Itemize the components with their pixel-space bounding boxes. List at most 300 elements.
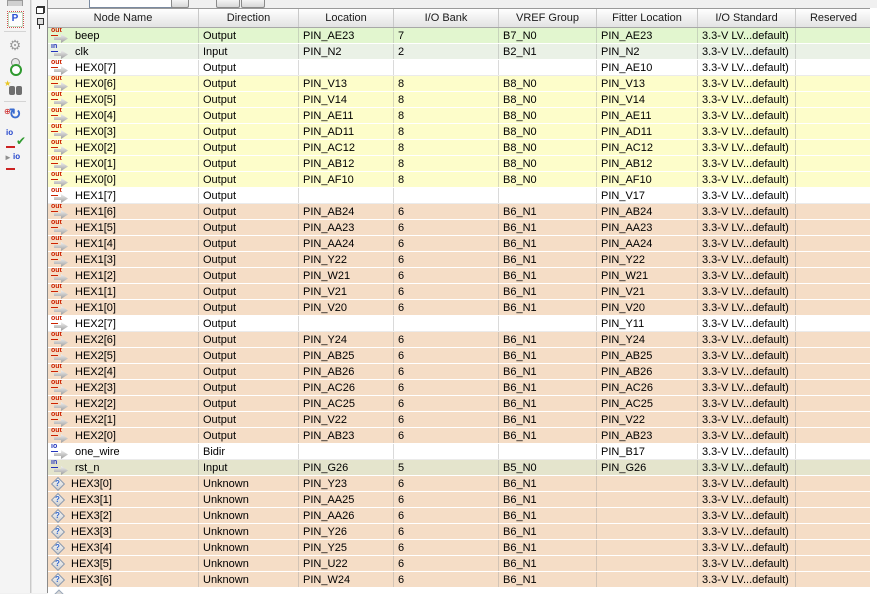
cell-node-name[interactable] bbox=[48, 124, 199, 139]
cell-fitter-location[interactable] bbox=[597, 508, 698, 523]
cell-io-standard[interactable]: 3.3-V LV...default) bbox=[698, 540, 796, 555]
cell-location[interactable]: PIN_AA23 bbox=[299, 220, 394, 235]
io-assign-icon[interactable] bbox=[4, 150, 26, 168]
cell-io-bank[interactable]: 8 bbox=[394, 172, 499, 187]
cell-reserved[interactable] bbox=[796, 460, 871, 475]
table-row[interactable] bbox=[48, 204, 877, 220]
io-check-icon[interactable] bbox=[4, 128, 26, 146]
cell-vref-group[interactable]: B6_N1 bbox=[499, 540, 597, 555]
table-row[interactable] bbox=[48, 476, 877, 492]
cell-vref-group[interactable]: B6_N1 bbox=[499, 412, 597, 427]
cell-reserved[interactable] bbox=[796, 140, 871, 155]
cell-node-name[interactable] bbox=[48, 556, 199, 571]
cell-vref-group[interactable]: B6_N1 bbox=[499, 220, 597, 235]
cell-reserved[interactable] bbox=[796, 108, 871, 123]
cell-location[interactable]: PIN_AE11 bbox=[299, 108, 394, 123]
cell-vref-group[interactable] bbox=[499, 444, 597, 459]
cell-node-name[interactable] bbox=[48, 268, 199, 283]
cell-io-standard[interactable]: 3.3-V LV...default) bbox=[698, 172, 796, 187]
cell-location[interactable]: PIN_V13 bbox=[299, 76, 394, 91]
cell-io-standard[interactable]: 3.3-V LV...default) bbox=[698, 444, 796, 459]
table-row[interactable] bbox=[48, 348, 877, 364]
cell-location[interactable]: PIN_W24 bbox=[299, 572, 394, 587]
cell-fitter-location[interactable]: PIN_G26 bbox=[597, 460, 698, 475]
cell-location[interactable]: PIN_N2 bbox=[299, 44, 394, 59]
cell-fitter-location[interactable]: PIN_N2 bbox=[597, 44, 698, 59]
cell-vref-group[interactable]: B8_N0 bbox=[499, 156, 597, 171]
cell-node-name[interactable] bbox=[48, 540, 199, 555]
cell-location[interactable]: PIN_AC26 bbox=[299, 380, 394, 395]
cell-node-name[interactable] bbox=[48, 188, 199, 203]
cell-node-name[interactable] bbox=[48, 108, 199, 123]
find-icon[interactable] bbox=[4, 80, 26, 98]
cell-io-bank[interactable]: 6 bbox=[394, 556, 499, 571]
cell-io-bank[interactable]: 6 bbox=[394, 492, 499, 507]
cell-node-name[interactable] bbox=[48, 444, 199, 459]
cell-direction[interactable]: Bidir bbox=[199, 444, 299, 459]
cell-location[interactable]: PIN_Y24 bbox=[299, 332, 394, 347]
cell-node-name[interactable] bbox=[48, 476, 199, 491]
cell-vref-group[interactable]: B6_N1 bbox=[499, 380, 597, 395]
cell-io-bank[interactable]: 6 bbox=[394, 508, 499, 523]
cell-location[interactable] bbox=[299, 444, 394, 459]
cell-reserved[interactable] bbox=[796, 380, 871, 395]
cell-fitter-location[interactable] bbox=[597, 540, 698, 555]
cell-fitter-location[interactable]: PIN_Y22 bbox=[597, 252, 698, 267]
cell-io-standard[interactable]: 3.3-V LV...default) bbox=[698, 412, 796, 427]
cell-reserved[interactable] bbox=[796, 172, 871, 187]
table-row[interactable] bbox=[48, 108, 877, 124]
cell-io-standard[interactable]: 3.3-V LV...default) bbox=[698, 236, 796, 251]
cell-reserved[interactable] bbox=[796, 28, 871, 43]
cell-io-standard[interactable]: 3.3-V LV...default) bbox=[698, 556, 796, 571]
float-window-icon[interactable] bbox=[36, 6, 45, 14]
cell-reserved[interactable] bbox=[796, 204, 871, 219]
cell-location[interactable]: PIN_AB26 bbox=[299, 364, 394, 379]
cell-reserved[interactable] bbox=[796, 76, 871, 91]
cell-vref-group[interactable]: B2_N1 bbox=[499, 44, 597, 59]
cell-direction[interactable]: Output bbox=[199, 332, 299, 347]
cell-io-bank[interactable] bbox=[394, 60, 499, 75]
cell-fitter-location[interactable]: PIN_V13 bbox=[597, 76, 698, 91]
cell-vref-group[interactable]: B6_N1 bbox=[499, 428, 597, 443]
pin-panel-icon[interactable] bbox=[36, 18, 44, 29]
cell-vref-group[interactable]: B6_N1 bbox=[499, 524, 597, 539]
cell-io-bank[interactable]: 6 bbox=[394, 220, 499, 235]
cell-direction[interactable]: Unknown bbox=[199, 476, 299, 491]
cell-node-name[interactable] bbox=[48, 300, 199, 315]
cell-fitter-location[interactable]: PIN_AA24 bbox=[597, 236, 698, 251]
column-header-io-standard[interactable]: I/O Standard bbox=[698, 9, 796, 27]
column-header-vref-group[interactable]: VREF Group bbox=[499, 9, 597, 27]
table-row[interactable] bbox=[48, 380, 877, 396]
cell-direction[interactable]: Output bbox=[199, 188, 299, 203]
cell-reserved[interactable] bbox=[796, 508, 871, 523]
cell-io-standard[interactable]: 3.3-V LV...default) bbox=[698, 572, 796, 587]
cell-fitter-location[interactable]: PIN_V17 bbox=[597, 188, 698, 203]
cell-direction[interactable]: Output bbox=[199, 428, 299, 443]
cell-reserved[interactable] bbox=[796, 412, 871, 427]
cell-fitter-location[interactable]: PIN_AF10 bbox=[597, 172, 698, 187]
table-row[interactable] bbox=[48, 300, 877, 316]
cell-node-name[interactable] bbox=[48, 460, 199, 475]
table-row[interactable] bbox=[48, 60, 877, 76]
cell-direction[interactable]: Unknown bbox=[199, 556, 299, 571]
cell-io-bank[interactable]: 6 bbox=[394, 412, 499, 427]
cell-io-standard[interactable]: 3.3-V LV...default) bbox=[698, 396, 796, 411]
cell-io-standard[interactable]: 3.3-V LV...default) bbox=[698, 524, 796, 539]
cell-direction[interactable]: Input bbox=[199, 44, 299, 59]
cell-node-name[interactable] bbox=[48, 172, 199, 187]
cell-fitter-location[interactable]: PIN_AD11 bbox=[597, 124, 698, 139]
cell-node-name[interactable] bbox=[48, 236, 199, 251]
cell-reserved[interactable] bbox=[796, 188, 871, 203]
cell-fitter-location[interactable]: PIN_AE10 bbox=[597, 60, 698, 75]
cell-fitter-location[interactable]: PIN_V20 bbox=[597, 300, 698, 315]
cell-node-name[interactable] bbox=[48, 252, 199, 267]
cell-io-bank[interactable]: 8 bbox=[394, 140, 499, 155]
cell-io-standard[interactable]: 3.3-V LV...default) bbox=[698, 284, 796, 299]
cell-direction[interactable]: Unknown bbox=[199, 508, 299, 523]
cell-vref-group[interactable]: B6_N1 bbox=[499, 572, 597, 587]
table-row[interactable] bbox=[48, 332, 877, 348]
cell-location[interactable]: PIN_AF10 bbox=[299, 172, 394, 187]
cell-io-bank[interactable]: 6 bbox=[394, 332, 499, 347]
cell-reserved[interactable] bbox=[796, 556, 871, 571]
table-row[interactable] bbox=[48, 540, 877, 556]
refresh-icon[interactable] bbox=[4, 106, 26, 124]
cell-location[interactable]: PIN_V22 bbox=[299, 412, 394, 427]
table-row[interactable] bbox=[48, 412, 877, 428]
cell-vref-group[interactable]: B6_N1 bbox=[499, 476, 597, 491]
cell-fitter-location[interactable]: PIN_AE11 bbox=[597, 108, 698, 123]
cell-location[interactable]: PIN_AE23 bbox=[299, 28, 394, 43]
cell-io-standard[interactable]: 3.3-V LV...default) bbox=[698, 268, 796, 283]
cell-io-standard[interactable]: 3.3-V LV...default) bbox=[698, 124, 796, 139]
cell-io-bank[interactable]: 7 bbox=[394, 28, 499, 43]
table-row[interactable] bbox=[48, 284, 877, 300]
table-row[interactable] bbox=[48, 396, 877, 412]
cell-direction[interactable]: Output bbox=[199, 348, 299, 363]
cell-io-standard[interactable]: 3.3-V LV...default) bbox=[698, 28, 796, 43]
column-header-direction[interactable]: Direction bbox=[199, 9, 299, 27]
cell-fitter-location[interactable]: PIN_AB24 bbox=[597, 204, 698, 219]
cell-io-bank[interactable]: 2 bbox=[394, 44, 499, 59]
cell-direction[interactable]: Input bbox=[199, 460, 299, 475]
cell-vref-group[interactable]: B6_N1 bbox=[499, 492, 597, 507]
table-row[interactable] bbox=[48, 156, 877, 172]
cell-direction[interactable]: Output bbox=[199, 380, 299, 395]
cell-io-bank[interactable]: 6 bbox=[394, 396, 499, 411]
cell-node-name[interactable] bbox=[48, 284, 199, 299]
cell-node-name[interactable] bbox=[48, 156, 199, 171]
cell-fitter-location[interactable]: PIN_AE23 bbox=[597, 28, 698, 43]
cell-fitter-location[interactable]: PIN_AB23 bbox=[597, 428, 698, 443]
cell-direction[interactable]: Output bbox=[199, 284, 299, 299]
cell-vref-group[interactable]: B6_N1 bbox=[499, 300, 597, 315]
cell-reserved[interactable] bbox=[796, 396, 871, 411]
cell-location[interactable]: PIN_V20 bbox=[299, 300, 394, 315]
cell-direction[interactable]: Output bbox=[199, 204, 299, 219]
cell-io-bank[interactable] bbox=[394, 444, 499, 459]
table-row[interactable] bbox=[48, 508, 877, 524]
cell-fitter-location[interactable]: PIN_V22 bbox=[597, 412, 698, 427]
cell-vref-group[interactable]: B5_N0 bbox=[499, 460, 597, 475]
cell-io-bank[interactable]: 8 bbox=[394, 92, 499, 107]
cell-node-name[interactable] bbox=[48, 412, 199, 427]
cell-io-bank[interactable]: 6 bbox=[394, 428, 499, 443]
cell-fitter-location[interactable]: PIN_W21 bbox=[597, 268, 698, 283]
table-row[interactable] bbox=[48, 92, 877, 108]
column-header-io-bank[interactable]: I/O Bank bbox=[394, 9, 499, 27]
cell-direction[interactable]: Output bbox=[199, 316, 299, 331]
cell-vref-group[interactable]: B6_N1 bbox=[499, 284, 597, 299]
table-row[interactable] bbox=[48, 492, 877, 508]
cell-node-name[interactable] bbox=[48, 204, 199, 219]
filter-button-partial[interactable] bbox=[171, 0, 189, 8]
table-row[interactable] bbox=[48, 444, 877, 460]
cell-reserved[interactable] bbox=[796, 444, 871, 459]
table-row[interactable] bbox=[48, 172, 877, 188]
cell-io-standard[interactable]: 3.3-V LV...default) bbox=[698, 316, 796, 331]
cell-node-name[interactable] bbox=[48, 140, 199, 155]
cell-location[interactable] bbox=[299, 60, 394, 75]
table-row[interactable] bbox=[48, 572, 877, 588]
cell-node-name[interactable] bbox=[48, 316, 199, 331]
cell-direction[interactable]: Unknown bbox=[199, 540, 299, 555]
cell-vref-group[interactable]: B8_N0 bbox=[499, 108, 597, 123]
cell-direction[interactable]: Output bbox=[199, 108, 299, 123]
cell-io-standard[interactable]: 3.3-V LV...default) bbox=[698, 220, 796, 235]
cell-direction[interactable]: Unknown bbox=[199, 572, 299, 587]
cell-node-name[interactable] bbox=[48, 572, 199, 587]
cell-io-bank[interactable] bbox=[394, 188, 499, 203]
cell-io-standard[interactable]: 3.3-V LV...default) bbox=[698, 460, 796, 475]
cell-io-bank[interactable]: 8 bbox=[394, 156, 499, 171]
cell-direction[interactable]: Output bbox=[199, 92, 299, 107]
toolbar-button-partial[interactable] bbox=[241, 0, 265, 8]
cell-io-standard[interactable]: 3.3-V LV...default) bbox=[698, 428, 796, 443]
cell-io-standard[interactable]: 3.3-V LV...default) bbox=[698, 60, 796, 75]
cell-io-bank[interactable]: 8 bbox=[394, 124, 499, 139]
cell-reserved[interactable] bbox=[796, 252, 871, 267]
cell-io-standard[interactable]: 3.3-V LV...default) bbox=[698, 44, 796, 59]
cell-location[interactable]: PIN_AD11 bbox=[299, 124, 394, 139]
cell-fitter-location[interactable]: PIN_AC25 bbox=[597, 396, 698, 411]
cell-node-name[interactable] bbox=[48, 332, 199, 347]
cell-node-name[interactable] bbox=[48, 60, 199, 75]
cell-node-name[interactable] bbox=[48, 428, 199, 443]
cell-io-standard[interactable]: 3.3-V LV...default) bbox=[698, 204, 796, 219]
table-row[interactable] bbox=[48, 428, 877, 444]
cell-io-standard[interactable]: 3.3-V LV...default) bbox=[698, 156, 796, 171]
table-row[interactable] bbox=[48, 236, 877, 252]
cell-location[interactable]: PIN_AB25 bbox=[299, 348, 394, 363]
table-row[interactable] bbox=[48, 524, 877, 540]
cell-fitter-location[interactable]: PIN_AC12 bbox=[597, 140, 698, 155]
cell-io-standard[interactable]: 3.3-V LV...default) bbox=[698, 188, 796, 203]
cell-io-bank[interactable]: 6 bbox=[394, 476, 499, 491]
cell-io-bank[interactable]: 6 bbox=[394, 236, 499, 251]
cell-node-name[interactable] bbox=[48, 396, 199, 411]
table-row[interactable] bbox=[48, 140, 877, 156]
cell-reserved[interactable] bbox=[796, 476, 871, 491]
cell-vref-group[interactable]: B6_N1 bbox=[499, 252, 597, 267]
cell-io-standard[interactable]: 3.3-V LV...default) bbox=[698, 508, 796, 523]
cell-reserved[interactable] bbox=[796, 44, 871, 59]
cell-node-name[interactable] bbox=[48, 220, 199, 235]
table-row[interactable] bbox=[48, 460, 877, 476]
cell-io-standard[interactable]: 3.3-V LV...default) bbox=[698, 348, 796, 363]
cell-reserved[interactable] bbox=[796, 316, 871, 331]
cell-node-name[interactable] bbox=[48, 92, 199, 107]
table-row[interactable] bbox=[48, 44, 877, 60]
cell-location[interactable]: PIN_V14 bbox=[299, 92, 394, 107]
cell-io-bank[interactable]: 6 bbox=[394, 268, 499, 283]
cell-io-standard[interactable]: 3.3-V LV...default) bbox=[698, 140, 796, 155]
cell-location[interactable]: PIN_AC25 bbox=[299, 396, 394, 411]
cell-io-bank[interactable]: 5 bbox=[394, 460, 499, 475]
cell-node-name[interactable] bbox=[48, 28, 199, 43]
cell-io-bank[interactable]: 8 bbox=[394, 108, 499, 123]
table-row[interactable] bbox=[48, 188, 877, 204]
cell-direction[interactable]: Output bbox=[199, 124, 299, 139]
cell-direction[interactable]: Output bbox=[199, 412, 299, 427]
table-row[interactable] bbox=[48, 220, 877, 236]
column-header-fitter-location[interactable]: Fitter Location bbox=[597, 9, 698, 27]
cell-node-name[interactable] bbox=[48, 508, 199, 523]
cell-vref-group[interactable]: B8_N0 bbox=[499, 124, 597, 139]
cell-node-name[interactable] bbox=[48, 44, 199, 59]
cell-vref-group[interactable]: B6_N1 bbox=[499, 508, 597, 523]
cell-location[interactable]: PIN_AA26 bbox=[299, 508, 394, 523]
cell-io-bank[interactable]: 6 bbox=[394, 380, 499, 395]
cell-vref-group[interactable]: B6_N1 bbox=[499, 332, 597, 347]
cell-vref-group[interactable]: B7_N0 bbox=[499, 28, 597, 43]
cell-direction[interactable]: Unknown bbox=[199, 492, 299, 507]
cell-fitter-location[interactable]: PIN_V21 bbox=[597, 284, 698, 299]
cell-io-standard[interactable]: 3.3-V LV...default) bbox=[698, 364, 796, 379]
cell-reserved[interactable] bbox=[796, 156, 871, 171]
cell-fitter-location[interactable]: PIN_AC26 bbox=[597, 380, 698, 395]
cell-vref-group[interactable]: B6_N1 bbox=[499, 268, 597, 283]
cell-location[interactable]: PIN_U22 bbox=[299, 556, 394, 571]
filter-input-partial[interactable] bbox=[89, 0, 173, 8]
cell-direction[interactable]: Output bbox=[199, 60, 299, 75]
column-header-location[interactable]: Location bbox=[299, 9, 394, 27]
cell-reserved[interactable] bbox=[796, 220, 871, 235]
cell-direction[interactable]: Output bbox=[199, 396, 299, 411]
cell-direction[interactable]: Output bbox=[199, 268, 299, 283]
cell-reserved[interactable] bbox=[796, 60, 871, 75]
cell-fitter-location[interactable] bbox=[597, 556, 698, 571]
cell-node-name[interactable] bbox=[48, 380, 199, 395]
cell-io-standard[interactable]: 3.3-V LV...default) bbox=[698, 300, 796, 315]
cell-location[interactable]: PIN_AC12 bbox=[299, 140, 394, 155]
cell-direction[interactable]: Output bbox=[199, 236, 299, 251]
message-circles-icon[interactable] bbox=[4, 58, 26, 76]
cell-fitter-location[interactable]: PIN_Y24 bbox=[597, 332, 698, 347]
cell-location[interactable]: PIN_Y22 bbox=[299, 252, 394, 267]
cell-io-standard[interactable]: 3.3-V LV...default) bbox=[698, 380, 796, 395]
column-header-node-name[interactable]: Node Name bbox=[48, 9, 199, 27]
cell-io-standard[interactable]: 3.3-V LV...default) bbox=[698, 76, 796, 91]
cell-io-standard[interactable]: 3.3-V LV...default) bbox=[698, 492, 796, 507]
cell-fitter-location[interactable]: PIN_V14 bbox=[597, 92, 698, 107]
cell-direction[interactable]: Output bbox=[199, 156, 299, 171]
cell-reserved[interactable] bbox=[796, 332, 871, 347]
cell-reserved[interactable] bbox=[796, 572, 871, 587]
cell-direction[interactable]: Output bbox=[199, 364, 299, 379]
cell-reserved[interactable] bbox=[796, 124, 871, 139]
cell-vref-group[interactable]: B6_N1 bbox=[499, 348, 597, 363]
cell-fitter-location[interactable]: PIN_Y11 bbox=[597, 316, 698, 331]
cell-io-standard[interactable]: 3.3-V LV...default) bbox=[698, 332, 796, 347]
table-row[interactable] bbox=[48, 252, 877, 268]
cell-direction[interactable]: Output bbox=[199, 300, 299, 315]
cell-location[interactable]: PIN_AB12 bbox=[299, 156, 394, 171]
cell-location[interactable]: PIN_AA24 bbox=[299, 236, 394, 251]
cell-fitter-location[interactable] bbox=[597, 492, 698, 507]
cell-vref-group[interactable]: B6_N1 bbox=[499, 556, 597, 571]
cell-io-standard[interactable]: 3.3-V LV...default) bbox=[698, 108, 796, 123]
cell-vref-group[interactable]: B6_N1 bbox=[499, 204, 597, 219]
cell-fitter-location[interactable]: PIN_B17 bbox=[597, 444, 698, 459]
cell-fitter-location[interactable] bbox=[597, 524, 698, 539]
cell-reserved[interactable] bbox=[796, 492, 871, 507]
cell-reserved[interactable] bbox=[796, 236, 871, 251]
cell-location[interactable]: PIN_AB24 bbox=[299, 204, 394, 219]
cell-node-name[interactable] bbox=[48, 348, 199, 363]
table-row[interactable] bbox=[48, 76, 877, 92]
cell-io-standard[interactable]: 3.3-V LV...default) bbox=[698, 92, 796, 107]
cell-io-bank[interactable]: 6 bbox=[394, 364, 499, 379]
cell-reserved[interactable] bbox=[796, 300, 871, 315]
cell-vref-group[interactable]: B6_N1 bbox=[499, 236, 597, 251]
cell-io-bank[interactable]: 6 bbox=[394, 572, 499, 587]
cell-vref-group[interactable]: B8_N0 bbox=[499, 76, 597, 91]
cell-direction[interactable]: Output bbox=[199, 140, 299, 155]
cell-direction[interactable]: Output bbox=[199, 220, 299, 235]
cell-location[interactable]: PIN_Y26 bbox=[299, 524, 394, 539]
toolbar-button-partial[interactable] bbox=[216, 0, 240, 8]
cell-direction[interactable]: Output bbox=[199, 76, 299, 91]
cell-location[interactable] bbox=[299, 316, 394, 331]
table-row[interactable] bbox=[48, 268, 877, 284]
cell-io-bank[interactable]: 6 bbox=[394, 204, 499, 219]
cell-node-name[interactable] bbox=[48, 524, 199, 539]
cell-vref-group[interactable]: B8_N0 bbox=[499, 92, 597, 107]
cell-vref-group[interactable]: B8_N0 bbox=[499, 140, 597, 155]
cell-reserved[interactable] bbox=[796, 348, 871, 363]
cell-fitter-location[interactable]: PIN_AB12 bbox=[597, 156, 698, 171]
cell-reserved[interactable] bbox=[796, 364, 871, 379]
cell-location[interactable] bbox=[299, 188, 394, 203]
cell-location[interactable]: PIN_Y23 bbox=[299, 476, 394, 491]
cell-node-name[interactable] bbox=[48, 76, 199, 91]
cell-location[interactable]: PIN_Y25 bbox=[299, 540, 394, 555]
cell-node-name[interactable] bbox=[48, 492, 199, 507]
cell-vref-group[interactable]: B8_N0 bbox=[499, 172, 597, 187]
cell-io-bank[interactable]: 6 bbox=[394, 524, 499, 539]
cell-location[interactable]: PIN_G26 bbox=[299, 460, 394, 475]
cell-direction[interactable]: Output bbox=[199, 172, 299, 187]
cell-location[interactable]: PIN_W21 bbox=[299, 268, 394, 283]
cell-direction[interactable]: Output bbox=[199, 252, 299, 267]
cell-reserved[interactable] bbox=[796, 524, 871, 539]
cell-vref-group[interactable]: B6_N1 bbox=[499, 396, 597, 411]
cell-io-bank[interactable]: 6 bbox=[394, 348, 499, 363]
